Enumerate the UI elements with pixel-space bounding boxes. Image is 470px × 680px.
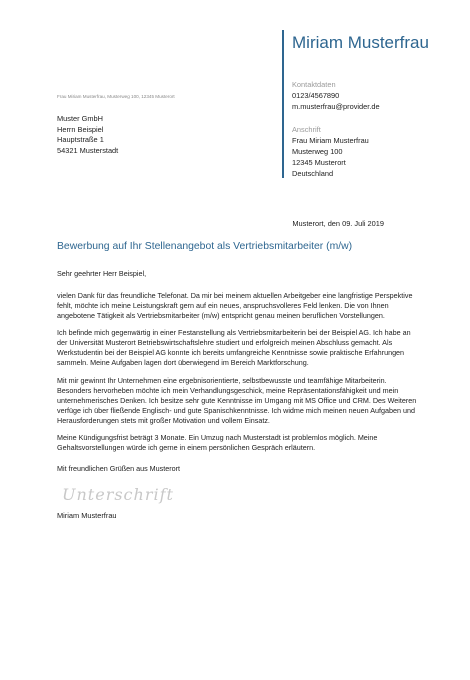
paragraph-line: Herausforderungen stets mit großer Motivation und vollem Einsatz. xyxy=(57,416,270,426)
return-address-line: Frau Miriam Musterfrau, Musterweg 100, 12345 Musterort xyxy=(57,94,175,99)
letter-date: Musterort, den 09. Juli 2019 xyxy=(292,219,384,228)
sender-address-block xyxy=(292,124,369,179)
address-line: Musterweg 100 xyxy=(292,147,343,156)
recipient-line: Herrn Beispiel xyxy=(57,124,104,134)
body-paragraph xyxy=(57,328,427,368)
accent-divider xyxy=(282,30,284,178)
paragraph-line: sammeln. Meine Aufgaben lagen dort überwiegend im Bereich Marktforschung. xyxy=(57,358,309,368)
signer-name: Miriam Musterfrau xyxy=(57,511,117,520)
paragraph-line: vielen Dank für das freundliche Telefonat. Da mir bei meinem aktuellen Arbeitgeber eine langfristige Perspektive xyxy=(57,291,413,300)
paragraph-line: fehlt, möchte ich meine Leistungskraft gern auf ein neues, anspruchsvolleres Feld lenken. Die von Ihnen xyxy=(57,301,389,311)
recipient-line: Muster GmbH xyxy=(57,114,103,123)
address-line: Frau Miriam Musterfrau xyxy=(292,136,369,145)
contact-phone: 0123/4567890 xyxy=(292,91,340,100)
recipient-line: Hauptstraße 1 xyxy=(57,135,104,144)
salutation: Sehr geehrter Herr Beispiel, xyxy=(57,269,147,278)
closing-line: Mit freundlichen Grüßen aus Musterort xyxy=(57,464,181,473)
paragraph-line: verfüge ich über fließende Englisch- und gute Spanischkenntnisse. Ich widme mich meinen neuen Aufgaben und xyxy=(57,406,416,416)
letter-subject: Bewerbung auf Ihr Stellenangebot als Vertriebsmitarbeiter (m/w) xyxy=(57,241,353,252)
contact-heading: Kontaktdaten xyxy=(292,80,336,89)
address-line: 12345 Musterort xyxy=(292,158,346,167)
contact-email: m.musterfrau@provider.de xyxy=(292,102,380,111)
body-paragraph xyxy=(57,291,427,321)
address-line: Deutschland xyxy=(292,169,334,178)
contact-block xyxy=(292,79,380,112)
recipient-block xyxy=(57,114,118,156)
recipient-line: 54321 Musterstadt xyxy=(57,145,119,155)
paragraph-line: unternehmerisches Denken. Ich besitze sehr gute Kenntnisse im Umgang mit MS Office und CRM. Des Weiteren xyxy=(57,396,417,406)
paragraph-line: Ich befinde mich gegenwärtig in einer Festanstellung als Vertriebsmitarbeiterin bei der Beispiel AG. Ich habe an xyxy=(57,328,411,337)
address-heading: Anschrift xyxy=(292,125,321,134)
body-paragraph xyxy=(57,376,427,426)
body-paragraph xyxy=(57,433,427,453)
paragraph-line: Meine Kündigungsfrist beträgt 3 Monate. Ein Umzug nach Musterstadt ist problemlos möglich. Meine xyxy=(57,433,378,442)
paragraph-line: Werkstudentin bei der Beispiel AG konnte ich bereits umfangreiche Kenntnisse sowie praktische Erfahrungen xyxy=(57,348,405,358)
paragraph-line: Gehaltsvorstellungen würde ich gerne in einem persönlichen Gespräch erläutern. xyxy=(57,443,316,453)
sender-name: Miriam Musterfrau xyxy=(292,33,429,52)
paragraph-line: der Universität Musterort Betriebswirtschaftslehre studiert und erfolgreich meinen Abschluss gemacht. Als xyxy=(57,338,393,348)
paragraph-line: Mit mir gewinnt Ihr Unternehmen eine ergebnisorientierte, selbstbewusste und teamfähige Mitarbeiterin. xyxy=(57,376,387,385)
paragraph-line: angebotene Tätigkeit als Vertriebsmitarbeiter (m/w) entspricht genau meinen beruflichen Vorstellungen. xyxy=(57,311,385,321)
signature: Unterschrift xyxy=(62,485,174,504)
paragraph-line: Besonders hervorheben möchte ich mein Verhandlungsgeschick, meine Repräsentationsfähigkeit und mein xyxy=(57,386,399,396)
